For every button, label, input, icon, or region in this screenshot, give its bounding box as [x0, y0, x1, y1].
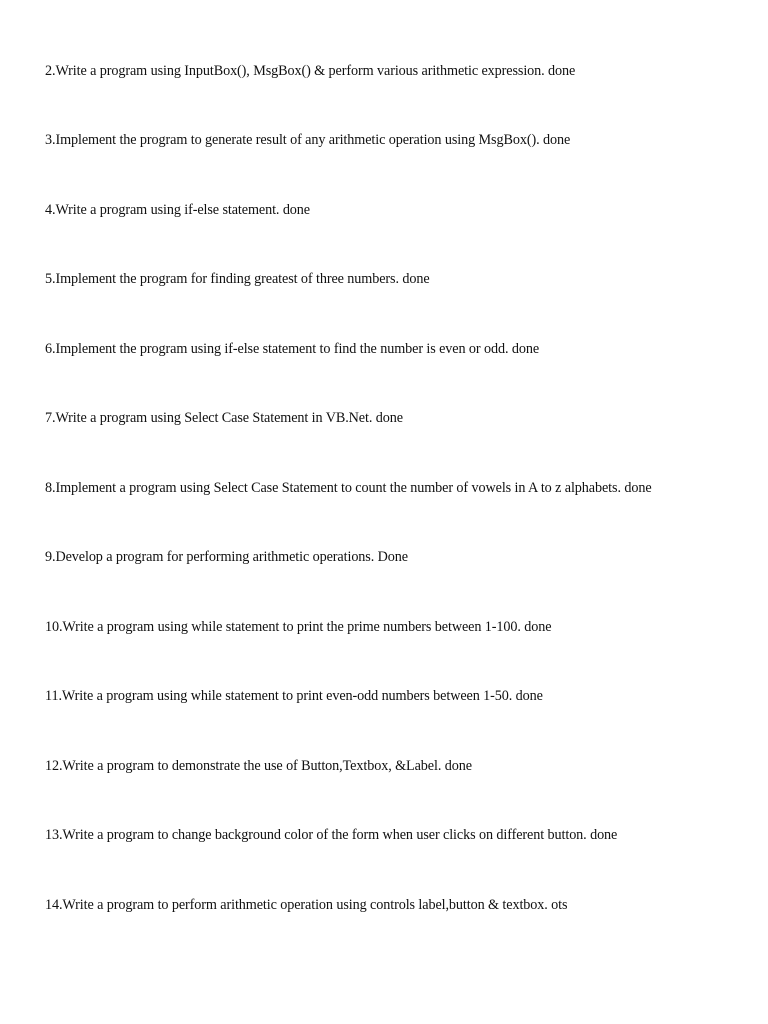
list-item-11: 11.Write a program using while statement to print even-odd numbers between 1-50. done	[45, 688, 543, 704]
list-item-3: 3.Implement the program to generate result of any arithmetic operation using MsgBox(). done	[45, 132, 571, 148]
list-item-5: 5.Implement the program for finding greatest of three numbers. done	[45, 271, 430, 287]
list-item-10: 10.Write a program using while statement to print the prime numbers between 1-100. done	[45, 619, 552, 635]
list-item-8: 8.Implement a program using Select Case Statement to count the number of vowels in A to z alphabets. done	[45, 480, 652, 496]
list-item-13: 13.Write a program to change background color of the form when user clicks on different button. done	[45, 827, 618, 843]
list-item-12: 12.Write a program to demonstrate the use of Button,Textbox, &Label. done	[45, 758, 472, 774]
list-item-14: 14.Write a program to perform arithmetic operation using controls label,button & textbox. ots	[45, 897, 568, 913]
list-item-7: 7.Write a program using Select Case Statement in VB.Net. done	[45, 410, 403, 426]
list-item-9: 9.Develop a program for performing arithmetic operations. Done	[45, 549, 408, 565]
list-item-2: 2.Write a program using InputBox(), MsgBox() & perform various arithmetic expression. done	[45, 63, 576, 79]
list-item-4: 4.Write a program using if-else statement. done	[45, 202, 310, 218]
list-item-6: 6.Implement the program using if-else statement to find the number is even or odd. done	[45, 341, 540, 357]
